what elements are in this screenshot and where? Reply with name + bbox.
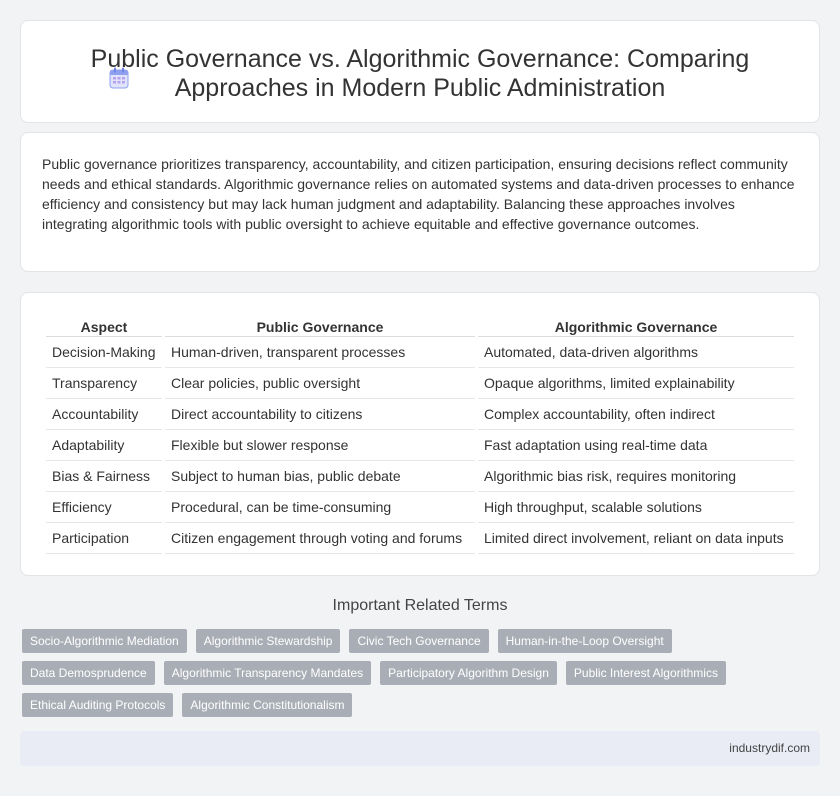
table-row bbox=[46, 492, 794, 523]
table-row bbox=[46, 337, 794, 368]
footer-site-link[interactable]: industrydif.com bbox=[729, 741, 810, 755]
cell-algorithmic: Complex accountability, often indirect bbox=[478, 399, 794, 430]
cell-aspect: Accountability bbox=[46, 399, 162, 430]
cell-public: Citizen engagement through voting and forums bbox=[165, 523, 475, 554]
cell-algorithmic: High throughput, scalable solutions bbox=[478, 492, 794, 523]
cell-aspect: Efficiency bbox=[46, 492, 162, 523]
title-card bbox=[20, 20, 820, 123]
table-row bbox=[46, 523, 794, 554]
cell-public: Flexible but slower response bbox=[165, 430, 475, 461]
related-term-tag[interactable]: Algorithmic Constitutionalism bbox=[182, 693, 352, 717]
cell-public: Human-driven, transparent processes bbox=[165, 337, 475, 368]
cell-public: Clear policies, public oversight bbox=[165, 368, 475, 399]
intro-paragraph: Public governance prioritizes transparency, accountability, and citizen participation, ensuring decisions reflect community needs and ethical standards. Algorithmic governance relies on automated systems and data-driven processes to enhance efficiency and consistency but may lack human judgment and adaptability. Balancing these approaches involves integrating algorithmic tools with public oversight to achieve equitable and effective governance outcomes. bbox=[42, 156, 795, 232]
related-terms-list bbox=[22, 629, 812, 717]
related-term-tag[interactable]: Civic Tech Governance bbox=[349, 629, 488, 653]
related-term-tag[interactable]: Participatory Algorithm Design bbox=[380, 661, 557, 685]
cell-algorithmic: Algorithmic bias risk, requires monitoring bbox=[478, 461, 794, 492]
intro-card bbox=[20, 132, 820, 272]
footer-bar bbox=[20, 731, 820, 766]
table-row bbox=[46, 461, 794, 492]
header-aspect: Aspect bbox=[46, 313, 162, 337]
related-term-tag[interactable]: Socio-Algorithmic Mediation bbox=[22, 629, 187, 653]
related-term-tag[interactable]: Ethical Auditing Protocols bbox=[22, 693, 173, 717]
related-term-tag[interactable]: Algorithmic Stewardship bbox=[196, 629, 341, 653]
cell-public: Direct accountability to citizens bbox=[165, 399, 475, 430]
header-public-governance: Public Governance bbox=[165, 313, 475, 337]
cell-aspect: Adaptability bbox=[46, 430, 162, 461]
related-term-tag[interactable]: Data Demosprudence bbox=[22, 661, 155, 685]
related-term-tag[interactable]: Algorithmic Transparency Mandates bbox=[164, 661, 371, 685]
comparison-table bbox=[43, 313, 797, 554]
table-row bbox=[46, 430, 794, 461]
cell-aspect: Decision-Making bbox=[46, 337, 162, 368]
cell-algorithmic: Limited direct involvement, reliant on data inputs bbox=[478, 523, 794, 554]
cell-aspect: Bias & Fairness bbox=[46, 461, 162, 492]
related-term-tag[interactable]: Human-in-the-Loop Oversight bbox=[498, 629, 672, 653]
cell-public: Procedural, can be time-consuming bbox=[165, 492, 475, 523]
cell-public: Subject to human bias, public debate bbox=[165, 461, 475, 492]
cell-algorithmic: Fast adaptation using real-time data bbox=[478, 430, 794, 461]
table-row bbox=[46, 368, 794, 399]
page-title: Public Governance vs. Algorithmic Governance: Comparing Approaches in Modern Public Administration bbox=[90, 45, 750, 102]
table-row bbox=[46, 399, 794, 430]
cell-algorithmic: Opaque algorithms, limited explainability bbox=[478, 368, 794, 399]
related-term-tag[interactable]: Public Interest Algorithmics bbox=[566, 661, 726, 685]
cell-aspect: Transparency bbox=[46, 368, 162, 399]
header-algorithmic-governance: Algorithmic Governance bbox=[478, 313, 794, 337]
comparison-card bbox=[20, 292, 820, 576]
table-header-row bbox=[46, 313, 794, 337]
related-terms-heading: Important Related Terms bbox=[332, 597, 508, 614]
cell-algorithmic: Automated, data-driven algorithms bbox=[478, 337, 794, 368]
cell-aspect: Participation bbox=[46, 523, 162, 554]
